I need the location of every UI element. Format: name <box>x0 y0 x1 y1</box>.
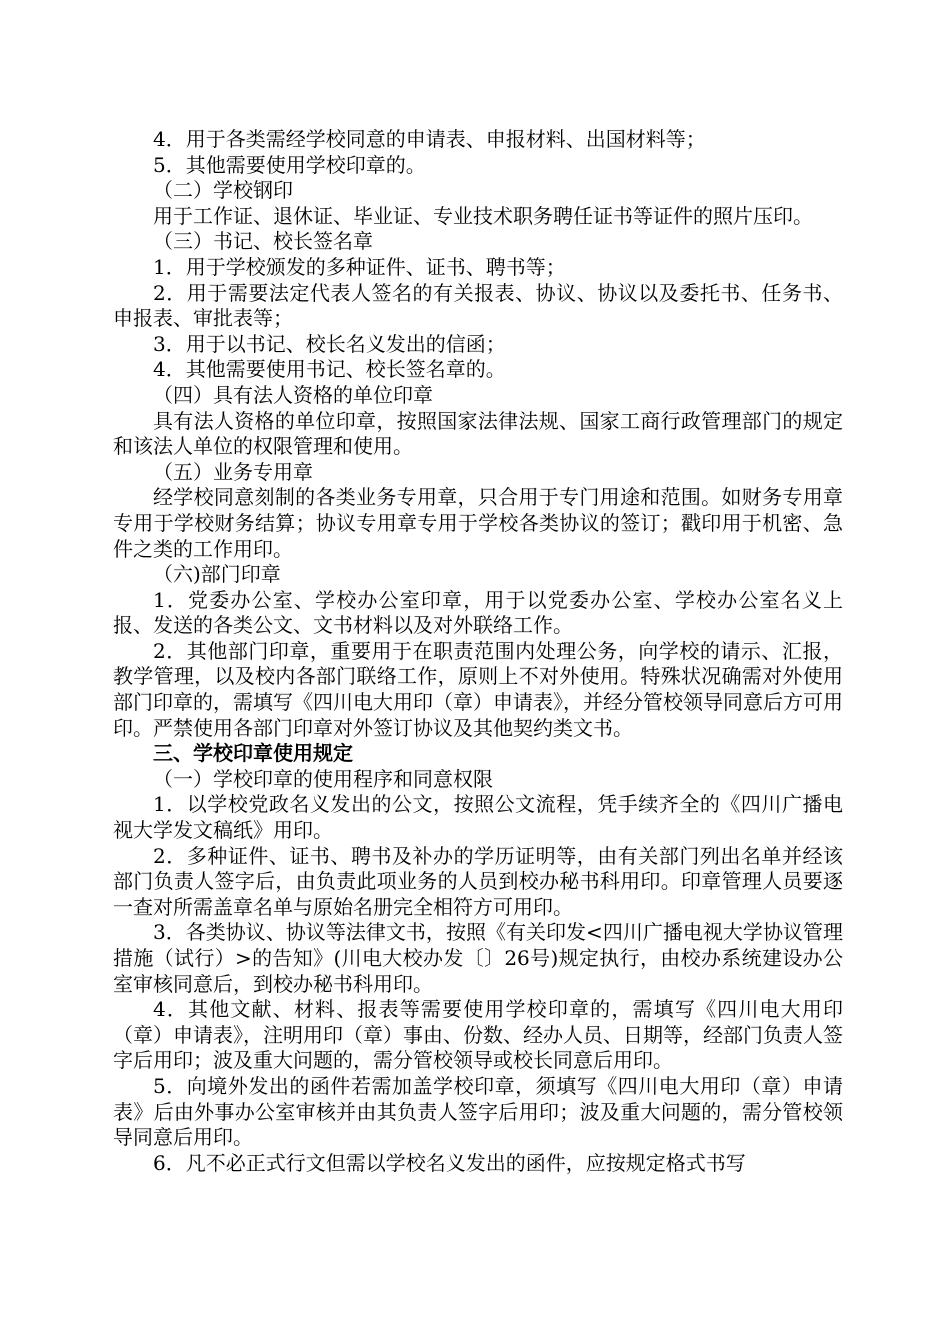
paragraph-department-1: 1．党委办公室、学校办公室印章，用于以党委办公室、学校办公室名义上报、发送的各类公文、文书材料以及对外联络工作。 <box>113 587 843 638</box>
paragraph-steel-seal: 用于工作证、退休证、毕业证、专业技术职务聘任证书等证件的照片压印。 <box>153 203 813 228</box>
paragraph-usage-5: 5．向境外发出的函件若需加盖学校印章，须填写《四川电大用印（章）申请表》后由外事办公室审核并由其负责人签字后用印；波及重大问题的，需分管校领导同意后用印。 <box>113 1073 843 1150</box>
paragraph-signature-2: 2．用于需要法定代表人签名的有关报表、协议、协议以及委托书、任务书、申报表、审批表等； <box>113 280 843 331</box>
paragraph-item-4: 4．用于各类需经学校同意的申请表、申报材料、出国材料等； <box>153 127 706 151</box>
paragraph-department-2: 2．其他部门印章，重要用于在职责范围内处理公务，向学校的请示、汇报，教学管理，以及校内各部门联络工作，原则上不对外使用。特殊状况确需对外使用部门印章的，需填写《四川电大用印（章）申请表》，并经分管校领导同意后方可用印。严禁使用各部门印章对外签订协议及其他契约类文书。 <box>113 638 843 740</box>
subsection-heading-steel-seal: （二）学校钢印 <box>153 178 293 203</box>
subsection-heading-legal-entity-seal: （四）具有法人资格的单位印章 <box>153 382 433 407</box>
paragraph-usage-6: 6．凡不必正式行文但需以学校名义发出的函件，应按规定格式书写 <box>153 1150 746 1175</box>
document-body <box>113 127 843 1176</box>
paragraph-signature-3: 3．用于以书记、校长名义发出的信函； <box>153 331 506 356</box>
paragraph-usage-4: 4．其他文献、材料、报表等需要使用学校印章的，需填写《四川电大用印（章）申请表》，注明用印（章）事由、份数、经办人员、日期等，经部门负责人签字后用印；波及重大问题的，需分管校领导或校长同意后用印。 <box>113 997 843 1073</box>
paragraph-usage-3: 3．各类协议、协议等法律文书，按照《有关印发<四川广播电视大学协议管理措施（试行）>的告知》(川电大校办发〔〕26号)规定执行，由校办系统建设办公室审核同意后，到校办秘书科用印。 <box>113 920 843 996</box>
paragraph-signature-1: 1．用于学校颁发的多种证件、证书、聘书等； <box>153 254 566 279</box>
paragraph-usage-2: 2．多种证件、证书、聘书及补办的学历证明等，由有关部门列出名单并经该部门负责人签字后，由负责此项业务的人员到校办秘书科用印。印章管理人员要逐一查对所需盖章名单与原始名册完全相符方可用印。 <box>113 843 843 919</box>
subsection-heading-department-seal: （六)部门印章 <box>153 562 281 587</box>
subsection-heading-business-seal: （五）业务专用章 <box>153 459 313 484</box>
paragraph-usage-1: 1．以学校党政名义发出的公文，按照公文流程，凭手续齐全的《四川广播电视大学发文稿纸》用印。 <box>113 792 843 843</box>
section-heading-usage-rules: 三、学校印章使用规定 <box>153 741 353 766</box>
paragraph-signature-4: 4．其他需要使用书记、校长签名章的。 <box>153 357 506 382</box>
subsection-heading-usage-procedure: （一）学校印章的使用程序和同意权限 <box>153 766 493 791</box>
paragraph-item-5: 5．其他需要使用学校印章的。 <box>153 152 426 177</box>
paragraph-business-seal: 经学校同意刻制的各类业务专用章，只合用于专门用途和范围。如财务专用章专用于学校财务结算；协议专用章专用于学校各类协议的签订；戳印用于机密、急件之类的工作用印。 <box>113 485 843 561</box>
paragraph-legal-entity-seal: 具有法人资格的单位印章，按照国家法律法规、国家工商行政管理部门的规定和该法人单位的权限管理和使用。 <box>113 408 843 459</box>
subsection-heading-signature-seal: （三）书记、校长签名章 <box>153 229 373 254</box>
